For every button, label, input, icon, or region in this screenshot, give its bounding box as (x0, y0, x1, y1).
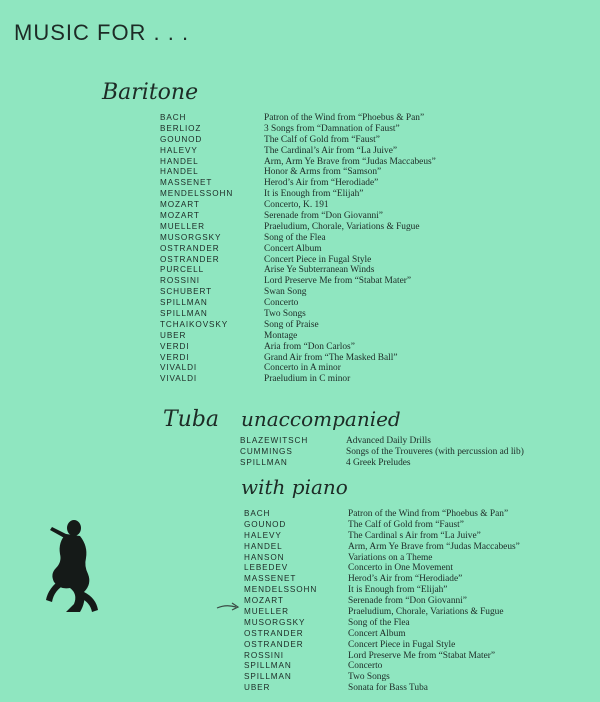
list-item (160, 255, 436, 266)
work-title: Variations on a Theme (348, 552, 433, 563)
composer-name: HALEVY (244, 530, 282, 540)
work-title: Swan Song (264, 287, 307, 298)
list-item (160, 135, 436, 146)
composer-name: SCHUBERT (160, 287, 213, 297)
composer-name: OSTRANDER (160, 254, 220, 264)
baritone-list (160, 113, 436, 385)
list-item (244, 640, 520, 651)
composer-name: BERLIOZ (160, 123, 202, 133)
tuba-player-silhouette-icon (44, 518, 100, 616)
composer-name: MUELLER (160, 221, 205, 231)
composer-name: BLAZEWITSCH (240, 436, 309, 445)
composer-name: HANSON (244, 552, 285, 562)
composer-name: BACH (244, 509, 271, 518)
tuba-unaccompanied-list (240, 436, 524, 469)
composer-name: ROSSINI (244, 650, 284, 660)
list-item (244, 683, 520, 694)
work-title: The Calf of Gold from “Faust” (264, 134, 380, 145)
composer-name: MASSENET (244, 574, 297, 584)
composer-name: MUSORGSKY (160, 232, 222, 242)
work-title: 3 Songs from “Damnation of Faust” (264, 123, 400, 134)
composer-name: HALEVY (160, 145, 198, 155)
composer-name: ROSSINI (160, 276, 200, 286)
composer-name: VIVALDI (160, 363, 198, 373)
list-item (160, 222, 436, 233)
list-item (244, 509, 520, 520)
composer-name: LEBEDEV (244, 563, 289, 573)
composer-name: MUSORGSKY (244, 617, 306, 627)
work-title: Herod’s Air from “Herodiade” (264, 178, 379, 189)
list-item (244, 596, 520, 607)
unaccompanied-heading: unaccompanied (241, 407, 401, 431)
composer-name: SPILLMAN (160, 309, 208, 319)
work-title: Lord Preserve Me from “Stabat Mater” (348, 650, 496, 661)
work-title: Concert Album (264, 243, 322, 254)
list-item (160, 233, 436, 244)
work-title: The Calf of Gold from “Faust” (348, 519, 464, 530)
list-item (244, 574, 520, 585)
composer-name: CUMMINGS (240, 446, 293, 456)
page-title: MUSIC FOR . . . (14, 20, 190, 45)
work-title: Song of Praise (264, 319, 319, 330)
list-item (160, 276, 436, 287)
composer-name: OSTRANDER (160, 243, 220, 253)
list-item (240, 458, 524, 469)
work-title: Concerto in A minor (264, 363, 341, 374)
list-item (160, 157, 436, 168)
composer-name: UBER (160, 330, 187, 340)
composer-name: MOZART (160, 200, 200, 210)
work-title: The Cardinal’s Air from “La Juive” (264, 145, 398, 156)
composer-name: MUELLER (244, 607, 289, 617)
list-item (160, 342, 436, 353)
list-item (160, 167, 436, 178)
list-item (160, 200, 436, 211)
work-title: Grand Air from “The Masked Ball” (264, 352, 398, 363)
composer-name: MOZART (244, 596, 284, 606)
work-title: Herod’s Air from “Herodiade” (348, 574, 463, 585)
composer-name: TCHAIKOVSKY (160, 319, 229, 329)
work-title: Arm, Arm Ye Brave from “Judas Maccabeus” (348, 541, 520, 552)
work-title: Sonata for Bass Tuba (348, 683, 428, 694)
list-item (160, 320, 436, 331)
work-title: Arise Ye Subterranean Winds (264, 265, 375, 276)
tuba-with-piano-list (244, 509, 520, 694)
work-title: It is Enough from “Elijah” (348, 585, 448, 596)
work-title: Song of the Flea (264, 232, 326, 243)
composer-name: OSTRANDER (244, 628, 304, 638)
work-title: Concert Piece in Fugal Style (264, 254, 372, 265)
work-title: Lord Preserve Me from “Stabat Mater” (264, 276, 412, 287)
list-item (160, 189, 436, 200)
composer-name: VIVALDI (160, 374, 198, 384)
list-item (244, 672, 520, 683)
work-title: Two Songs (264, 309, 306, 320)
work-title: Two Songs (348, 672, 390, 683)
work-title: Arm, Arm Ye Brave from “Judas Maccabeus” (264, 156, 436, 167)
composer-name: MASSENET (160, 178, 213, 188)
composer-name: MENDELSSOHN (160, 189, 234, 199)
list-item (160, 287, 436, 298)
list-item (160, 309, 436, 320)
work-title: It is Enough from “Elijah” (264, 189, 364, 200)
list-item (160, 298, 436, 309)
composer-name: PURCELL (160, 265, 205, 275)
list-item (160, 146, 436, 157)
composer-name: MOZART (160, 211, 200, 221)
list-item (244, 542, 520, 553)
composer-name: UBER (244, 683, 271, 693)
list-item (240, 447, 524, 458)
list-item (160, 374, 436, 385)
composer-name: BACH (160, 113, 187, 122)
composer-name: GOUNOD (244, 519, 287, 529)
work-title: Aria from “Don Carlos” (264, 341, 355, 352)
work-title: 4 Greek Preludes (346, 457, 411, 468)
list-item (244, 553, 520, 564)
list-item (244, 651, 520, 662)
arrow-right-icon (216, 601, 240, 613)
composer-name: OSTRANDER (244, 639, 304, 649)
work-title: Montage (264, 330, 298, 341)
with-piano-heading: with piano (241, 475, 348, 499)
work-title: Praeludium, Chorale, Variations & Fugue (348, 607, 504, 618)
work-title: Honor & Arms from “Samson” (264, 167, 382, 178)
work-title: The Cardinal s Air from “La Juive” (348, 530, 481, 541)
work-title: Songs of the Trouveres (with percussion ad lib) (346, 446, 524, 457)
work-title: Song of the Flea (348, 617, 410, 628)
work-title: Concerto, K. 191 (264, 200, 329, 211)
work-title: Concerto in One Movement (348, 563, 453, 574)
list-item (244, 661, 520, 672)
composer-name: SPILLMAN (160, 298, 208, 308)
composer-name: MENDELSSOHN (244, 585, 318, 595)
work-title: Praeludium, Chorale, Variations & Fugue (264, 221, 420, 232)
composer-name: SPILLMAN (244, 661, 292, 671)
list-item (160, 124, 436, 135)
work-title: Patron of the Wind from “Phoebus & Pan” (264, 113, 425, 123)
work-title: Concerto (264, 298, 299, 309)
list-item (244, 563, 520, 574)
composer-name: VERDI (160, 352, 190, 362)
list-item (244, 618, 520, 629)
work-title: Serenade from “Don Giovanni” (348, 596, 467, 607)
list-item (160, 363, 436, 374)
work-title: Concerto (348, 661, 383, 672)
tuba-heading: Tuba (163, 407, 220, 432)
list-item (244, 520, 520, 531)
list-item (160, 331, 436, 342)
list-item (160, 265, 436, 276)
list-item (160, 178, 436, 189)
list-item (160, 211, 436, 222)
composer-name: GOUNOD (160, 134, 203, 144)
list-item (244, 607, 520, 618)
work-title: Patron of the Wind from “Phoebus & Pan” (348, 509, 509, 519)
list-item (240, 436, 524, 447)
work-title: Advanced Daily Drills (346, 436, 431, 446)
work-title: Praeludium in C minor (264, 374, 351, 385)
baritone-heading: Baritone (102, 80, 199, 105)
list-item (244, 629, 520, 640)
composer-name: HANDEL (244, 541, 283, 551)
composer-name: SPILLMAN (240, 457, 288, 467)
list-item (160, 353, 436, 364)
work-title: Concert Piece in Fugal Style (348, 639, 456, 650)
list-item (160, 244, 436, 255)
list-item (160, 113, 436, 124)
composer-name: SPILLMAN (244, 672, 292, 682)
work-title: Concert Album (348, 628, 406, 639)
composer-name: HANDEL (160, 156, 199, 166)
list-item (244, 531, 520, 542)
composer-name: VERDI (160, 341, 190, 351)
list-item (244, 585, 520, 596)
composer-name: HANDEL (160, 167, 199, 177)
work-title: Serenade from “Don Giovanni” (264, 211, 383, 222)
